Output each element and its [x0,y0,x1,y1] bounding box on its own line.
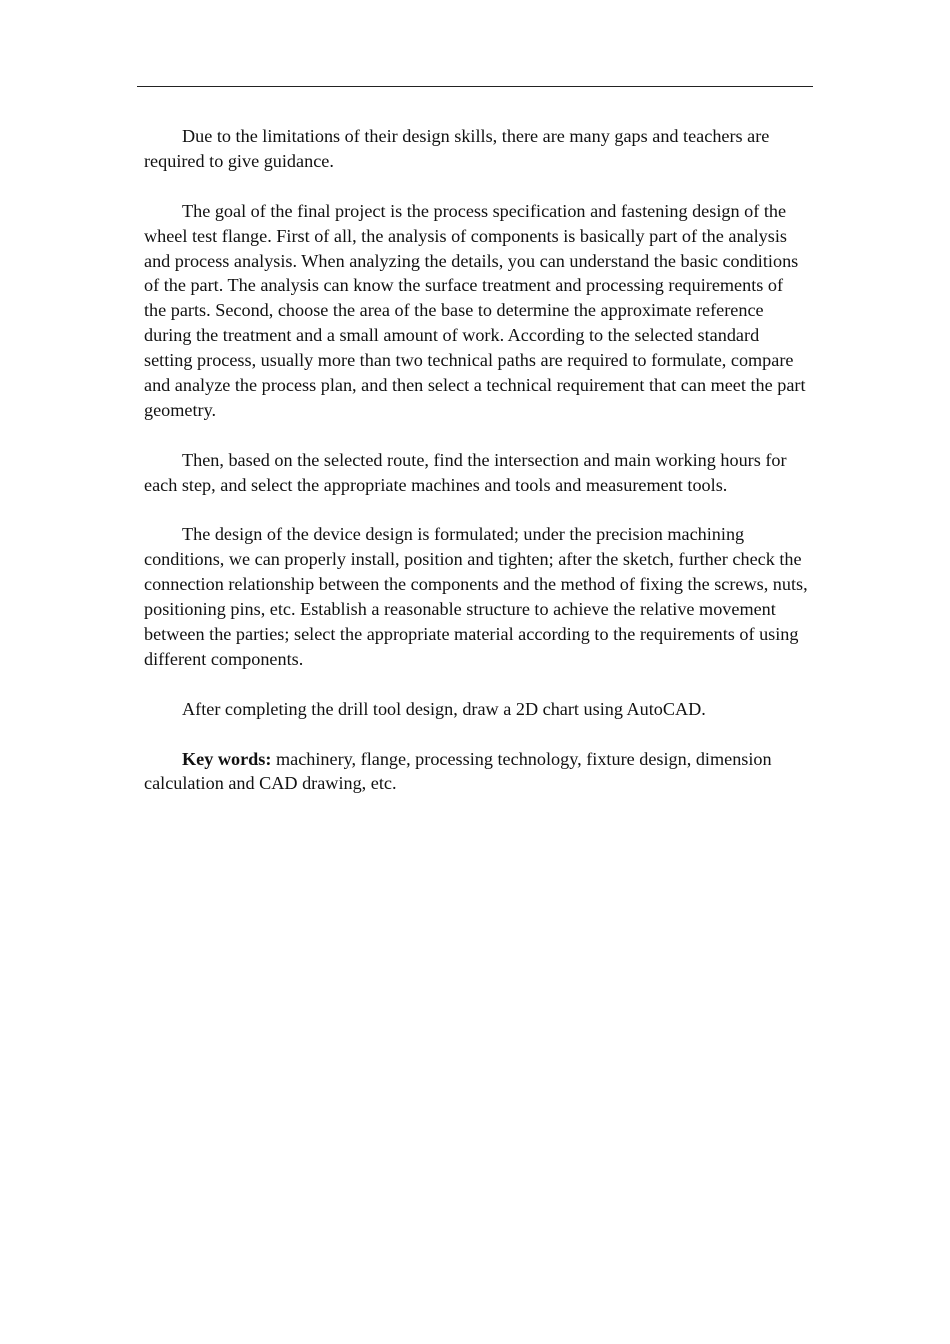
paragraph-device-design: The design of the device design is formulated; under the precision machining conditions, we can properly install, position and tighten; after the sketch, further check the connection relationship between the components and the method of fixing the screws, nuts, positioning pins, etc. Establish a reasonable structure to achieve the relative movement between the parties; select the appropriate material according to the requirements of using different components. [144,524,808,669]
paragraph-autocad: After completing the drill tool design, draw a 2D chart using AutoCAD. [182,698,706,719]
paragraph-guidance: Due to the limitations of their design skills, there are many gaps and teachers are required to give guidance. [144,126,770,171]
paragraph-project-goal: The goal of the final project is the process specification and fastening design of the wheel test flange. First of all, the analysis of components is basically part of the analysis and process analysis. When analyzing the details, you can understand the basic conditions of the part. The analysis can know the surface treatment and processing requirements of the parts. Second, choose the area of the base to determine the approximate reference during the treatment and a small amount of work. According to the selected standard setting process, usually more than two technical paths are required to formulate, compare and analyze the process plan, and then select a technical requirement that can meet the part geometry. [144,200,806,420]
keywords-line [144,747,808,797]
keywords-label: Key words: [182,748,272,769]
paragraph-route-selection: Then, based on the selected route, find the intersection and main working hours for each step, and select the appropriate machines and tools and measurement tools. [144,449,787,495]
header-rule [137,86,813,87]
keywords-text: machinery, flange, processing technology, fixture design, dimension calculation and CAD drawing, etc. [144,748,772,794]
abstract-body [144,124,808,821]
